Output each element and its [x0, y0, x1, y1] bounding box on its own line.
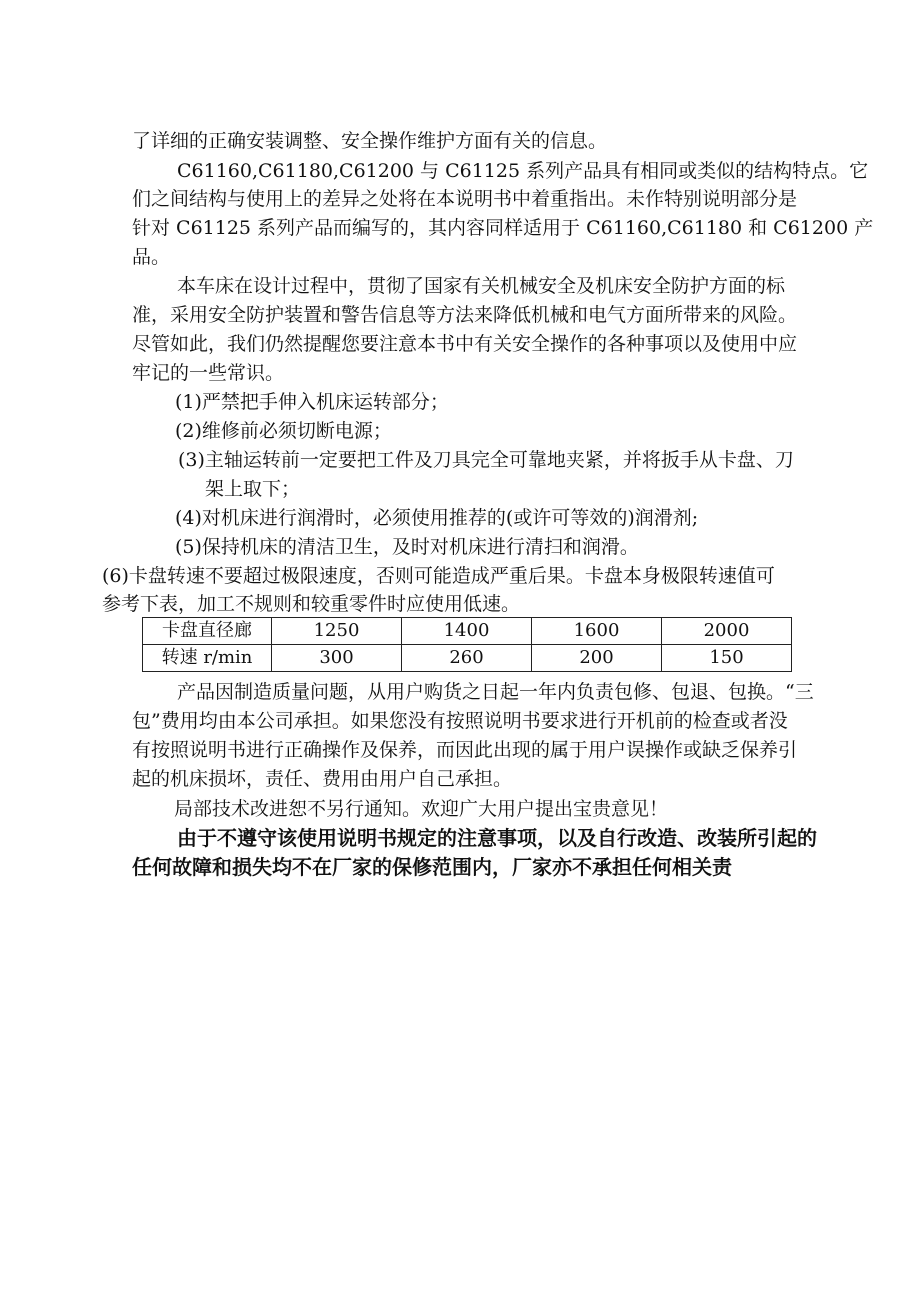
text-line: 了详细的正确安装调整、安全操作维护方面有关的信息。 — [132, 130, 608, 152]
list-item: (4)对机床进行润滑时，必须使用推荐的(或许可等效的)润滑剂; — [175, 507, 699, 529]
text-line: 准，采用安全防护装置和警告信息等方法来降低机械和电气方面所带来的风险。 — [132, 304, 798, 326]
table-cell: 1400 — [402, 618, 532, 645]
list-item: (1)严禁把手伸入机床运转部分； — [175, 391, 449, 413]
table-cell: 1250 — [272, 618, 402, 645]
table-row — [143, 618, 792, 645]
table-cell: 300 — [272, 645, 402, 672]
table-cell: 150 — [662, 645, 792, 672]
list-item-continued: 架上取下； — [205, 478, 301, 500]
text-line: 局部技术改进恕不另行通知。欢迎广大用户提出宝贵意见！ — [174, 798, 669, 820]
chuck-speed-table — [142, 617, 792, 672]
text-line: 针对 C61125 系列产品而编写的，其内容同样适用于 C61160,C61180 和 C61200 产 — [132, 217, 874, 239]
table-cell: 260 — [402, 645, 532, 672]
text-line: C61160,C61180,C61200 与 C61125 系列产品具有相同或类似的结构特点。它 — [177, 160, 869, 182]
table-header-cell: 转速 r/min — [143, 645, 272, 672]
table-cell: 200 — [532, 645, 662, 672]
list-item: (6)卡盘转速不要超过极限速度，否则可能造成严重后果。卡盘本身极限转速值可 — [102, 565, 775, 587]
list-item: (5)保持机床的清洁卫生，及时对机床进行清扫和润滑。 — [175, 536, 639, 558]
list-item-continued: 参考下表，加工不规则和较重零件时应使用低速。 — [102, 593, 521, 615]
text-line: 品。 — [132, 246, 171, 268]
text-line: 尽管如此，我们仍然提醒您要注意本书中有关安全操作的各种事项以及使用中应 — [132, 333, 798, 355]
warning-line: 由于不遵守该使用说明书规定的注意事项，以及自行改造、改装所引起的 — [177, 826, 817, 850]
warning-line: 任何故障和损失均不在厂家的保修范围内，厂家亦不承担任何相关责 — [132, 855, 732, 879]
table-row — [143, 645, 792, 672]
text-line: 起的机床损坏，责任、费用由用户自己承担。 — [132, 768, 513, 790]
text-line: 有按照说明书进行正确操作及保养，而因此出现的属于用户误操作或缺乏保养引 — [132, 739, 798, 761]
table-header-cell: 卡盘直径廊 — [143, 618, 272, 645]
text-line: 本车床在设计过程中，贯彻了国家有关机械安全及机床安全防护方面的标 — [177, 275, 786, 297]
table-cell: 2000 — [662, 618, 792, 645]
text-line: 产品因制造质量问题，从用户购货之日起一年内负责包修、包退、包换。“三 — [177, 681, 814, 703]
list-item: (2)维修前必须切断电源； — [175, 420, 392, 442]
text-line: 牢记的一些常识。 — [132, 362, 285, 384]
text-line: 包”费用均由本公司承担。如果您没有按照说明书要求进行开机前的检查或者没 — [132, 710, 788, 732]
table-cell: 1600 — [532, 618, 662, 645]
list-item: (3)主轴运转前一定要把工件及刀具完全可靠地夹紧，并将扳手从卡盘、刀 — [178, 449, 794, 471]
text-line: 们之间结构与使用上的差异之处将在本说明书中着重指出。未作特别说明部分是 — [132, 188, 798, 210]
